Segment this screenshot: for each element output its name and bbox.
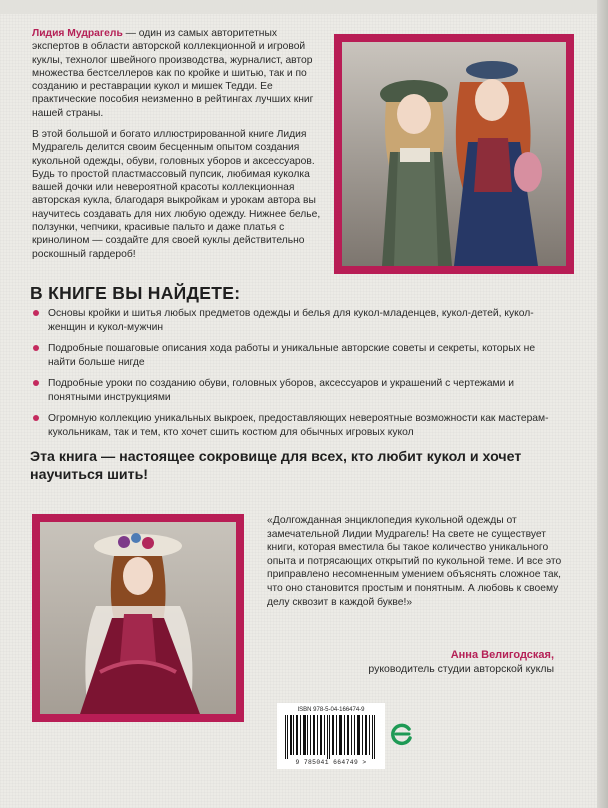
tagline: Эта книга — настоящее сокровище для всех, кто любит кукол и хочет научиться шить! <box>30 449 522 483</box>
dolls-photo-frame <box>334 34 574 274</box>
feature-text: Подробные уроки по созданию обуви, головных уборов, аксессуаров и украшений с чертежами и понятными инструкциями <box>48 378 514 403</box>
dolls-photo <box>342 42 566 266</box>
barcode-box <box>277 703 385 769</box>
review-author-name: Анна Велигодская, <box>450 649 554 661</box>
review-author <box>300 648 554 676</box>
author-intro <box>32 27 322 120</box>
doll-photo-frame <box>32 514 244 722</box>
top-strip <box>0 0 597 14</box>
bullet-dot-icon <box>33 310 39 316</box>
feature-text: Огромную коллекцию уникальных выкроек, предоставляющих невероятные возможности как мастерам-кукольникам, так и тем, кто хочет сшить костюм для обычных игровых кукол <box>48 413 549 438</box>
book-description: В этой большой и богато иллюстрированной книге Лидия Мудрагель делится своим бесценным опытом создания кукольной одежды, обуви, головных уборов и аксессуаров. Будь то простой пластмассовый пупсик, любимая куколка вашей дочки или невероятной красоты коллекционная авторская кукла, благодаря выкройкам и урокам автора вы научитесь создавать для них любую одежду. Нижнее белье, ползунки, чепчики, красивые пальто и даже платья с кринолином — создайте для своей куклы действительно роскошный гардероб! <box>32 129 321 260</box>
author-description: — один из самых авторитетных экспертов в области авторской коллекционной и игровой куклы, технолог швейного производства, журналист, автор множества бестселлеров как по кройке и шитью, так и по созданию и реставрации кукол и мишек Тедди. Ее практические пособия неизменно в рейтингах лучших книг нашей страны. <box>32 28 314 119</box>
spine-edge <box>597 0 608 808</box>
isbn-number: ISBN 978-5-04-166474-9 <box>297 707 365 713</box>
barcode-icon <box>283 715 379 759</box>
doll-photo <box>40 522 236 714</box>
review-quote: «Долгожданная энциклопедия кукольной одежды от замечательной Лидии Мудрагель! На свете не существует книги, которая вместила бы такое количество уникального опыта и потрясающих открытий по кукольной теме. И все это приправлено несомненным умением объяснять сложное так, что оно становится простым и понятным. А любовь к своему делу сквозит в каждой букве!» <box>267 515 562 608</box>
barcode-digits: 9 785041 664749 > <box>295 759 367 766</box>
bullet-dot-icon <box>33 345 39 351</box>
feature-text: Подробные пошаговые описания хода работы и уникальные авторские советы и секреты, которых не найти больше нигде <box>48 343 536 368</box>
review-author-role: руководитель студии авторской куклы <box>368 663 554 675</box>
feature-item <box>30 412 560 439</box>
author-name: Лидия Мудрагель <box>32 28 123 39</box>
bullet-dot-icon <box>33 380 39 386</box>
feature-item <box>30 342 560 369</box>
feature-text: Основы кройки и шитья любых предметов одежды и белья для кукол-младенцев, кукол-детей, кукол-женщин и кукол-мужчин <box>48 308 534 333</box>
bullet-dot-icon <box>33 415 39 421</box>
features-list <box>30 307 560 447</box>
features-heading: В КНИГЕ ВЫ НАЙДЕТЕ: <box>30 283 241 303</box>
feature-item <box>30 307 560 334</box>
feature-item <box>30 377 560 404</box>
eksmo-e-logo-icon <box>389 721 415 747</box>
